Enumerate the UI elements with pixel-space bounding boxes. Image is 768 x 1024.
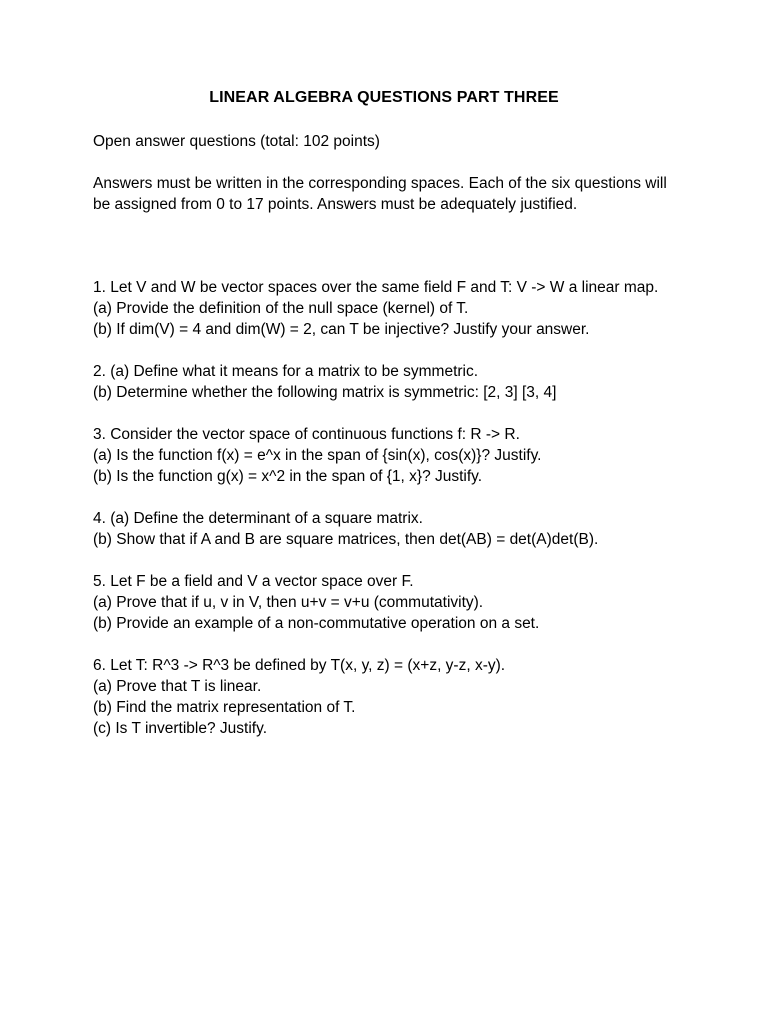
- question-line: (a) Prove that T is linear.: [93, 678, 262, 695]
- question-line: (b) Determine whether the following matrix is symmetric: [2, 3] [3, 4]: [93, 384, 557, 401]
- page-title: LINEAR ALGEBRA QUESTIONS PART THREE: [209, 89, 559, 106]
- question-line: (b) If dim(V) = 4 and dim(W) = 2, can T be injective? Justify your answer.: [93, 321, 590, 338]
- intro-text: Open answer questions (total: 102 points): [93, 133, 380, 150]
- question-line: 4. (a) Define the determinant of a square matrix.: [93, 510, 423, 527]
- question-line: (b) Is the function g(x) = x^2 in the span of {1, x}? Justify.: [93, 468, 483, 485]
- question-4: [93, 508, 678, 550]
- instructions-text: Answers must be written in the corresponding spaces. Each of the six questions will be assigned from 0 to 17 points. Answers must be adequately justified.: [93, 175, 667, 213]
- question-line: 2. (a) Define what it means for a matrix to be symmetric.: [93, 363, 479, 380]
- question-2: [93, 361, 678, 403]
- question-line: 5. Let F be a field and V a vector space over F.: [93, 573, 414, 590]
- question-6: [93, 655, 678, 739]
- question-line: (a) Provide the definition of the null space (kernel) of T.: [93, 300, 469, 317]
- question-line: (b) Provide an example of a non-commutative operation on a set.: [93, 615, 540, 632]
- question-line: (a) Is the function f(x) = e^x in the span of {sin(x), cos(x)}? Justify.: [93, 447, 542, 464]
- question-line: (a) Prove that if u, v in V, then u+v = v+u (commutativity).: [93, 594, 484, 611]
- question-1: [93, 277, 678, 340]
- questions-list: [93, 277, 678, 760]
- question-line: 6. Let T: R^3 -> R^3 be defined by T(x, y, z) = (x+z, y-z, x-y).: [93, 657, 506, 674]
- question-5: [93, 571, 678, 634]
- question-line: 3. Consider the vector space of continuous functions f: R -> R.: [93, 426, 520, 443]
- question-line: (b) Find the matrix representation of T.: [93, 699, 356, 716]
- question-line: 1. Let V and W be vector spaces over the same field F and T: V -> W a linear map.: [93, 279, 659, 296]
- question-line: (c) Is T invertible? Justify.: [93, 720, 267, 737]
- question-line: (b) Show that if A and B are square matrices, then det(AB) = det(A)det(B).: [93, 531, 599, 548]
- question-3: [93, 424, 678, 487]
